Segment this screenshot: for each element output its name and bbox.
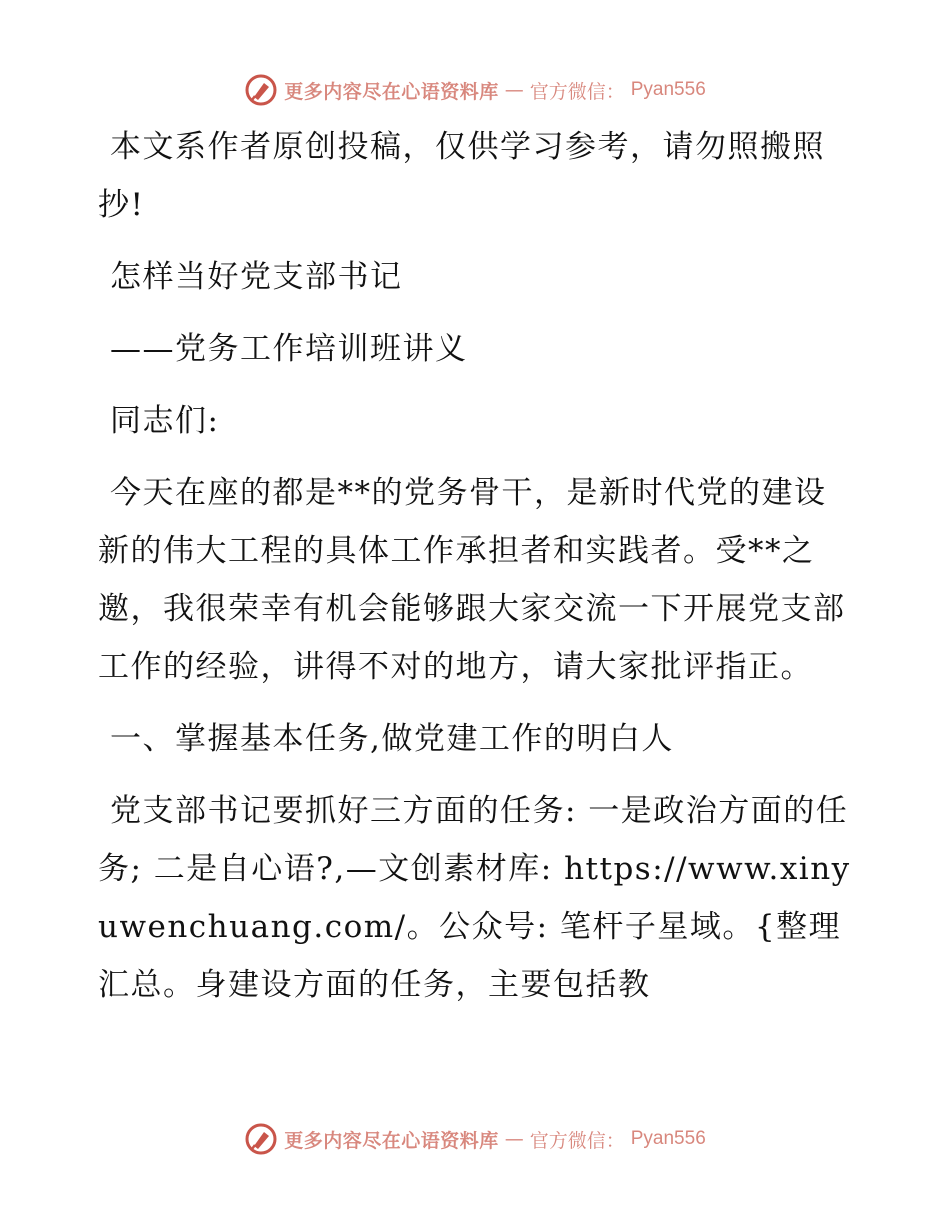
document-body: [98, 118, 854, 1028]
paragraph: 本文系作者原创投稿，仅供学习参考，请勿照搬照抄!: [98, 129, 825, 223]
salutation: 同志们:: [110, 403, 220, 439]
watermark-wechat-id: Pyan556: [630, 79, 706, 100]
pen-nib-circle-icon: [244, 1122, 278, 1156]
watermark-wechat-id: Pyan556: [630, 1128, 706, 1149]
document-subtitle: ——党务工作培训班讲义: [110, 331, 468, 367]
watermark-wechat-label: 官方微信：: [529, 1129, 625, 1152]
header-watermark: [0, 70, 950, 110]
document-title: 怎样当好党支部书记: [110, 259, 403, 295]
watermark-wechat-label: 官方微信：: [529, 80, 625, 103]
pen-nib-circle-icon: [244, 73, 278, 107]
footer-watermark: [0, 1119, 950, 1159]
watermark-main-text: 更多内容尽在心语资料库: [284, 80, 499, 103]
watermark-separator: —: [504, 1128, 524, 1150]
watermark-separator: —: [504, 79, 524, 101]
paragraph: 今天在座的都是**的党务骨干，是新时代党的建设新的伟大工程的具体工作承担者和实践者。受**之邀，我很荣幸有机会能够跟大家交流一下开展党支部工作的经验，讲得不对的地方，请大家批评指正。: [98, 475, 846, 685]
paragraph: 党支部书记要抓好三方面的任务: 一是政治方面的任务; 二是自心语?,—文创素材库: https://www.xinyuwenchuang.com/。公众号: 笔杆子星域。{整理汇总。身建设方面的任务，主要包括教: [98, 793, 851, 1003]
section-heading: 一、掌握基本任务,做党建工作的明白人: [110, 721, 674, 757]
watermark-main-text: 更多内容尽在心语资料库: [284, 1129, 499, 1152]
